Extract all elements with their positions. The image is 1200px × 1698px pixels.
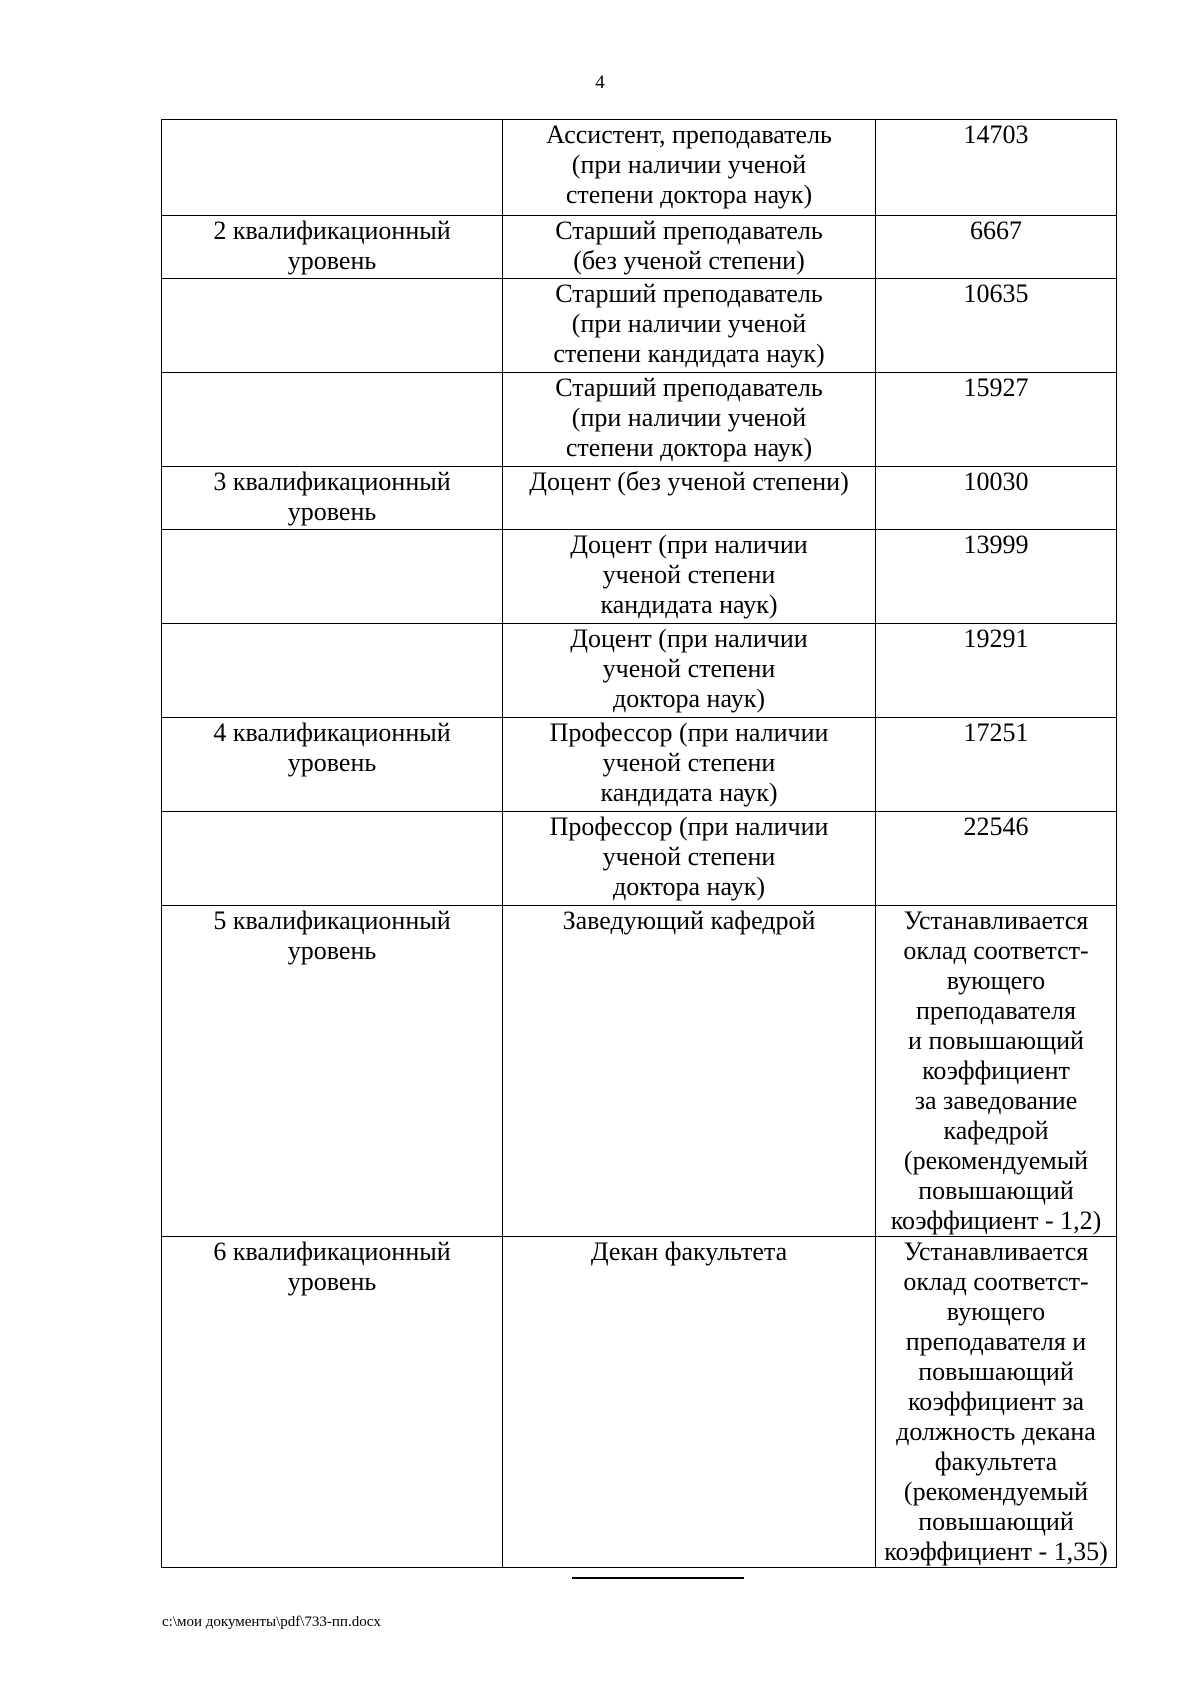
position-line: ученой степени: [602, 842, 776, 871]
position-cell: [503, 1237, 876, 1568]
level-line: уровень: [287, 246, 377, 275]
salary-table: [161, 119, 1117, 1568]
salary-note-line: оклад соответст-: [903, 1267, 1089, 1296]
position-line: Ассистент, преподаватель: [546, 120, 832, 149]
position-line: Старший преподаватель: [555, 216, 823, 245]
salary-cell: [876, 718, 1117, 812]
salary-value: 22546: [963, 812, 1029, 841]
salary-note-line: и повышающий: [908, 1026, 1084, 1055]
level-line: 4 квалификационный: [213, 718, 451, 747]
qualification-level-cell: [162, 216, 503, 279]
position-line: Старший преподаватель: [555, 279, 823, 308]
salary-note-line: коэффициент: [922, 1056, 1070, 1085]
salary-cell: [876, 373, 1117, 467]
level-line: 5 квалификационный: [213, 906, 451, 935]
position-line: (без ученой степени): [573, 246, 805, 275]
position-line: кандидата наук): [600, 778, 778, 807]
position-line: Заведующий кафедрой: [562, 906, 816, 935]
position-cell: [503, 467, 876, 530]
table-row: [162, 373, 1117, 467]
position-line: степени доктора наук): [565, 180, 813, 209]
salary-value: 14703: [963, 120, 1029, 149]
position-line: ученой степени: [602, 748, 776, 777]
salary-value: 19291: [963, 624, 1029, 653]
position-cell: [503, 906, 876, 1237]
salary-note-line: вующего: [946, 966, 1046, 995]
salary-value: 13999: [963, 530, 1029, 559]
position-line: доктора наук): [612, 684, 765, 713]
table-row: [162, 120, 1117, 216]
salary-note-line: должность декана: [896, 1417, 1096, 1446]
salary-cell: [876, 906, 1117, 1237]
salary-value: 17251: [963, 718, 1029, 747]
table-row: [162, 279, 1117, 373]
qualification-level-cell: [162, 1237, 503, 1568]
position-line: ученой степени: [602, 560, 776, 589]
level-line: 3 квалификационный: [213, 467, 451, 496]
salary-note-line: коэффициент - 1,2): [890, 1206, 1102, 1235]
position-line: доктора наук): [612, 872, 765, 901]
position-cell: [503, 624, 876, 718]
position-line: (при наличии ученой: [571, 309, 807, 338]
level-line: уровень: [287, 748, 377, 777]
table-row: [162, 718, 1117, 812]
salary-value: 15927: [963, 373, 1029, 402]
footer-file-path: c:\мои документы\pdf\733-пп.docx: [162, 1614, 381, 1630]
salary-note-line: оклад соответст-: [903, 936, 1089, 965]
table-row: [162, 216, 1117, 279]
position-line: (при наличии ученой: [571, 403, 807, 432]
position-line: (при наличии ученой: [571, 150, 807, 179]
salary-note-line: факультета: [934, 1447, 1058, 1476]
position-line: Декан факультета: [590, 1237, 788, 1266]
salary-note-line: повышающий: [918, 1176, 1074, 1205]
salary-note-line: преподавателя и: [905, 1327, 1087, 1356]
position-line: Профессор (при наличии: [549, 718, 829, 747]
position-line: Доцент (при наличии: [570, 530, 808, 559]
qualification-level-cell: [162, 120, 503, 216]
qualification-level-cell: [162, 530, 503, 624]
table-row: [162, 812, 1117, 906]
salary-value: 10030: [963, 467, 1029, 496]
level-line: уровень: [287, 497, 377, 526]
table-row: [162, 467, 1117, 530]
qualification-level-cell: [162, 373, 503, 467]
level-line: 2 квалификационный: [213, 216, 451, 245]
position-line: степени доктора наук): [565, 433, 813, 462]
position-line: кандидата наук): [600, 590, 778, 619]
level-line: уровень: [287, 936, 377, 965]
salary-value: 6667: [970, 216, 1022, 245]
salary-cell: [876, 467, 1117, 530]
salary-note-line: повышающий: [918, 1357, 1074, 1386]
salary-note-line: коэффициент - 1,35): [884, 1537, 1108, 1566]
position-line: степени кандидата наук): [553, 339, 825, 368]
salary-value: 10635: [963, 279, 1029, 308]
qualification-level-cell: [162, 812, 503, 906]
salary-cell: [876, 1237, 1117, 1568]
salary-cell: [876, 120, 1117, 216]
salary-note-line: вующего: [946, 1297, 1046, 1326]
position-cell: [503, 812, 876, 906]
salary-cell: [876, 279, 1117, 373]
position-line: Доцент (при наличии: [570, 624, 808, 653]
table-row: [162, 906, 1117, 1237]
salary-note-line: Устанавливается: [903, 1237, 1089, 1266]
salary-cell: [876, 812, 1117, 906]
position-line: ученой степени: [602, 654, 776, 683]
qualification-level-cell: [162, 467, 503, 530]
salary-note-line: (рекомендуемый: [903, 1477, 1089, 1506]
qualification-level-cell: [162, 906, 503, 1237]
level-line: уровень: [287, 1267, 377, 1296]
salary-note-line: кафедрой: [943, 1116, 1049, 1145]
position-cell: [503, 530, 876, 624]
salary-cell: [876, 216, 1117, 279]
salary-note-line: (рекомендуемый: [903, 1146, 1089, 1175]
position-line: Профессор (при наличии: [549, 812, 829, 841]
qualification-level-cell: [162, 718, 503, 812]
salary-cell: [876, 530, 1117, 624]
table-row: [162, 1237, 1117, 1568]
position-cell: [503, 279, 876, 373]
position-cell: [503, 216, 876, 279]
salary-cell: [876, 624, 1117, 718]
position-line: Доцент (без ученой степени): [529, 467, 849, 496]
table-row: [162, 624, 1117, 718]
salary-note-line: Устанавливается: [903, 906, 1089, 935]
salary-note-line: за заведование: [914, 1086, 1078, 1115]
page-number: 4: [595, 72, 605, 93]
salary-note-line: повышающий: [918, 1507, 1074, 1536]
salary-note-line: коэффициент за: [907, 1387, 1085, 1416]
qualification-level-cell: [162, 624, 503, 718]
salary-note-line: преподавателя: [915, 996, 1077, 1025]
position-line: Старший преподаватель: [555, 373, 823, 402]
level-line: 6 квалификационный: [213, 1237, 451, 1266]
position-cell: [503, 718, 876, 812]
table-row: [162, 530, 1117, 624]
end-of-document-rule: [572, 1577, 744, 1579]
qualification-level-cell: [162, 279, 503, 373]
position-cell: [503, 120, 876, 216]
position-cell: [503, 373, 876, 467]
salary-table-body: [162, 120, 1117, 1568]
